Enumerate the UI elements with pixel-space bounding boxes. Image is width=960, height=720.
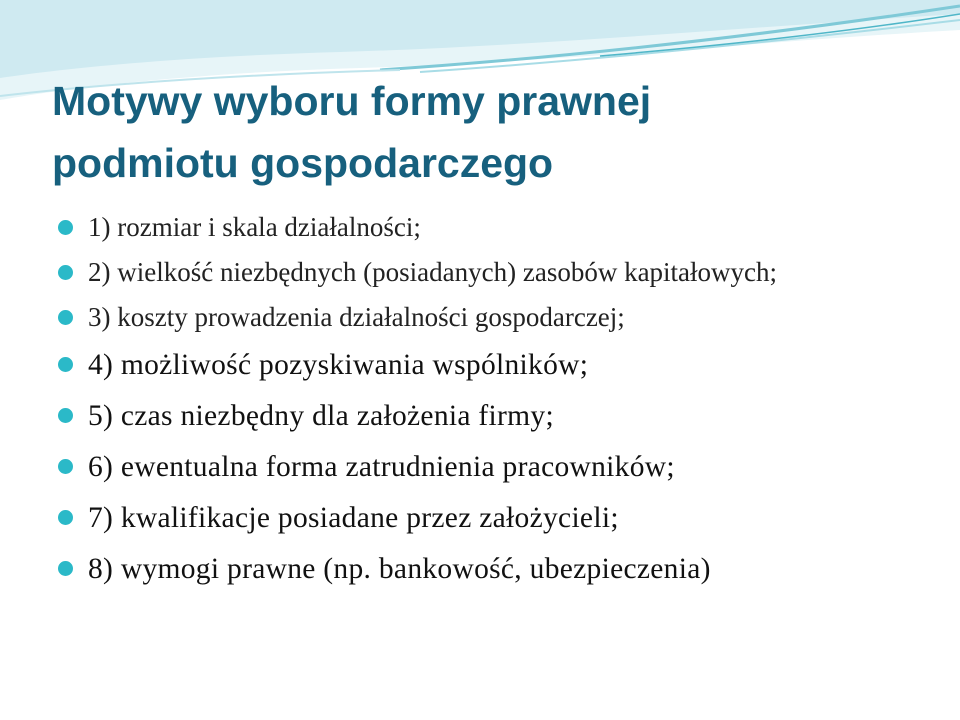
bullet-dot-icon xyxy=(58,561,73,576)
bullet-text: 8) wymogi prawne (np. bankowość, ubezpieczenia) xyxy=(88,553,711,585)
bullet-text: 2) wielkość niezbędnych (posiadanych) zasobów kapitałowych; xyxy=(88,257,778,287)
bullet-dot-icon xyxy=(58,265,73,280)
list-item xyxy=(58,250,938,295)
slide-title xyxy=(52,70,912,194)
bullet-dot-icon xyxy=(58,510,73,525)
bullet-text: 1) rozmiar i skala działalności; xyxy=(88,212,421,242)
list-item xyxy=(58,295,938,340)
title-line-1: Motywy wyboru formy prawnej xyxy=(52,78,652,124)
bullet-dot-icon xyxy=(58,310,73,325)
list-item xyxy=(58,493,938,544)
bullet-text: 4) możliwość pozyskiwania wspólników; xyxy=(88,349,589,381)
bullet-list xyxy=(58,205,938,595)
bullet-dot-icon xyxy=(58,408,73,423)
list-item xyxy=(58,391,938,442)
bullet-text: 6) ewentualna forma zatrudnienia pracowników; xyxy=(88,451,675,483)
list-item xyxy=(58,205,938,250)
bullet-text: 7) kwalifikacje posiadane przez założycieli; xyxy=(88,502,619,534)
list-item xyxy=(58,442,938,493)
title-line-2: podmiotu gospodarczego xyxy=(52,140,554,186)
list-item xyxy=(58,544,938,595)
bullet-text: 5) czas niezbędny dla założenia firmy; xyxy=(88,400,554,432)
bullet-text: 3) koszty prowadzenia działalności gospodarczej; xyxy=(88,302,625,332)
bullet-dot-icon xyxy=(58,357,73,372)
bullet-dot-icon xyxy=(58,459,73,474)
list-item xyxy=(58,340,938,391)
bullet-dot-icon xyxy=(58,220,73,235)
